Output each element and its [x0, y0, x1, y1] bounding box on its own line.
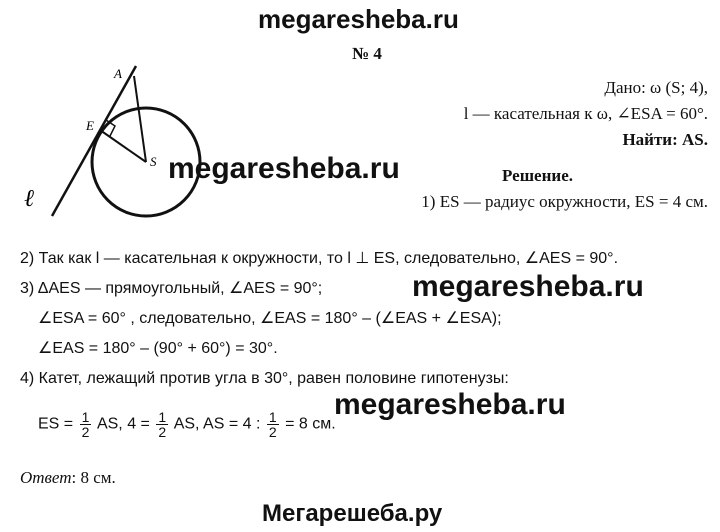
fraction-denominator: 2 [81, 424, 90, 440]
answer-value: : 8 см. [71, 468, 116, 487]
given-line2: l — касательная к ω, ∠ESA = 60°. [463, 104, 708, 123]
problem-number: № 4 [352, 44, 382, 63]
fraction-numerator: 1 [158, 409, 167, 425]
label-A: A [114, 66, 122, 81]
watermark-middle-2: megaresheba.ru [412, 270, 644, 303]
given-line1: Дано: ω (S; 4), [604, 78, 708, 97]
watermark-top: megaresheba.ru [258, 4, 459, 34]
formula-part-b: AS, 4 = [96, 415, 150, 433]
find-line: Найти: AS. [622, 130, 708, 149]
formula-part-d: = 8 см. [285, 415, 336, 433]
formula-line [38, 410, 336, 439]
step-3-line3: ∠EAS = 180° – (90° + 60°) = 30°. [38, 340, 278, 357]
step-3-line2: ∠ESA = 60° , следовательно, ∠EAS = 180° – (∠EAS + ∠ESA); [38, 310, 502, 327]
fraction-denominator: 2 [268, 424, 277, 440]
answer-line [20, 468, 116, 488]
formula-part-c: AS, AS = 4 : [173, 415, 261, 433]
formula-part-a: ES = [38, 415, 74, 433]
fraction-numerator: 1 [81, 409, 90, 425]
step-1: 1) ES — радиус окружности, ES = 4 см. [421, 192, 708, 211]
fraction-denominator: 2 [158, 424, 167, 440]
fraction-half-3 [267, 410, 279, 439]
tangent-line [52, 66, 136, 216]
fraction-half-2 [156, 410, 168, 439]
segment-ES [100, 130, 146, 162]
watermark-bottom: Мегарешеба.ру [262, 500, 443, 527]
step-3: 3) ΔAES — прямоугольный, ∠AES = 90°; [20, 280, 323, 297]
label-S: S [150, 154, 157, 169]
solution-heading: Решение. [502, 166, 573, 185]
watermark-middle-1: megaresheba.ru [168, 152, 400, 185]
segment-AS [134, 76, 146, 162]
step-2: 2) Так как l — касательная к окружности, то l ⊥ ES, следовательно, ∠AES = 90°. [20, 250, 619, 267]
fraction-half-1 [80, 410, 92, 439]
label-E: E [86, 118, 94, 133]
label-l: ℓ [24, 186, 34, 212]
answer-label: Ответ [20, 468, 72, 487]
watermark-middle-3: megaresheba.ru [334, 388, 566, 421]
geometry-diagram [22, 64, 222, 234]
step-4: 4) Катет, лежащий против угла в 30°, равен половине гипотенузы: [20, 370, 509, 387]
fraction-numerator: 1 [268, 409, 277, 425]
